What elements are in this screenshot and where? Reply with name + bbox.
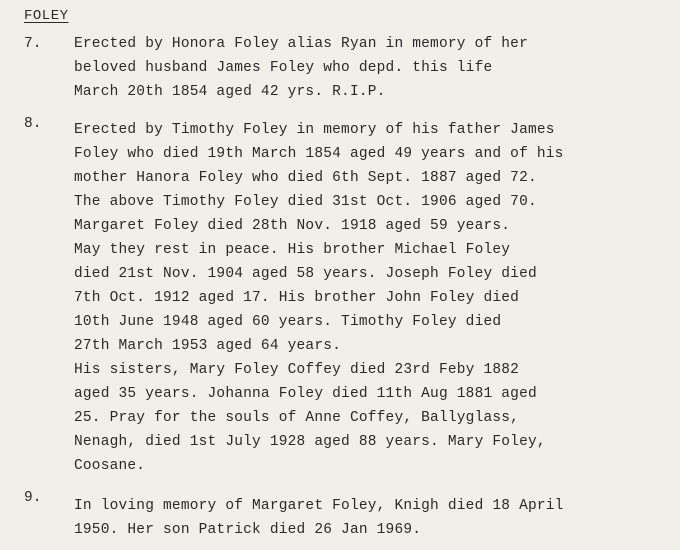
entry-line: March 20th 1854 aged 42 yrs. R.I.P. [74,84,386,100]
entry-line: The above Timothy Foley died 31st Oct. 1906 aged 70. [74,194,537,210]
entry-line: 7th Oct. 1912 aged 17. His brother John Foley died [74,290,520,306]
entry-line: aged 35 years. Johanna Foley died 11th Aug 1881 aged [74,386,537,402]
entry-line: mother Hanora Foley who died 6th Sept. 1887 aged 72. [74,170,537,186]
entry-line: 10th June 1948 aged 60 years. Timothy Foley died [74,314,502,330]
entry-line: Nenagh, died 1st July 1928 aged 88 years. Mary Foley, [74,434,546,450]
entry-line: 1950. Her son Patrick died 26 Jan 1969. [74,522,422,538]
entry-line: May they rest in peace. His brother Michael Foley [74,242,511,258]
entry-line: died 21st Nov. 1904 aged 58 years. Joseph Foley died [74,266,537,282]
entry-line: 25. Pray for the souls of Anne Coffey, Ballyglass, [74,410,520,426]
entry-line: Coosane. [74,458,146,474]
entry-line: Erected by Honora Foley alias Ryan in memory of her [74,36,528,52]
entry-line: beloved husband James Foley who depd. this life [74,60,493,76]
entry-line: His sisters, Mary Foley Coffey died 23rd Feby 1882 [74,362,520,378]
entry-number: 7. [24,36,42,52]
entry-line: Erected by Timothy Foley in memory of his father James [74,122,555,138]
entry-line: Margaret Foley died 28th Nov. 1918 aged 59 years. [74,218,511,234]
entry-number: 8. [24,116,42,132]
surname-heading: FOLEY [24,8,69,24]
entry-line: 27th March 1953 aged 64 years. [74,338,342,354]
entry-line: In loving memory of Margaret Foley, Knigh died 18 April [74,498,564,514]
entry-number: 9. [24,490,42,506]
entry-line: Foley who died 19th March 1854 aged 49 years and of his [74,146,564,162]
